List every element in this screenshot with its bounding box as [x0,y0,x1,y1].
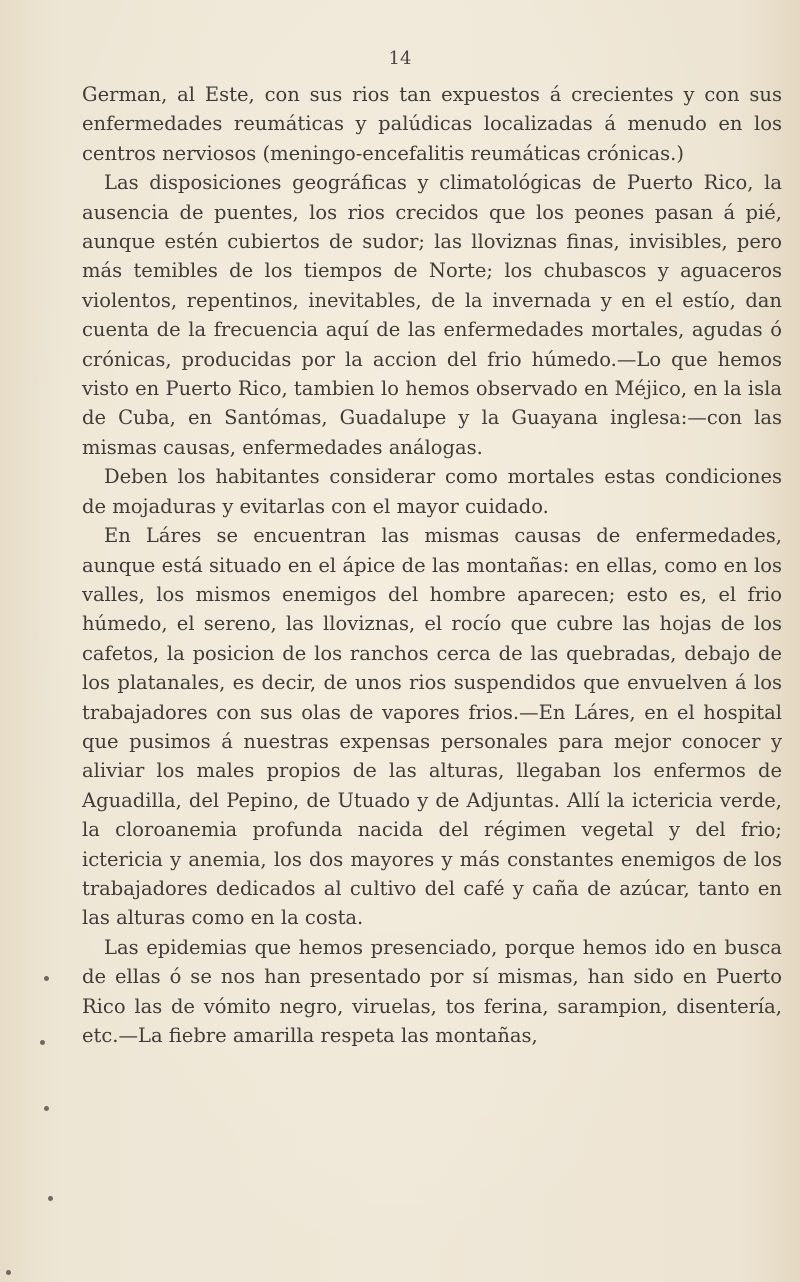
ink-speck [40,1040,45,1045]
body-text [82,80,782,1050]
paragraph-3: Deben los habitantes considerar como mortales estas condiciones de mojaduras y evitarlas con el mayor cuidado. [82,465,782,518]
ink-speck [44,1106,49,1111]
paragraph-4: En Láres se encuentran las mismas causas de enfermedades, aunque está situado en el ápice de las montañas: en ellas, como en los valles, los mismos enemigos del hombre aparecen; esto es, el frio húmedo, el sereno, las lloviznas, el rocío que cubre las hojas de los cafetos, la posicion de los ranchos cerca de las quebradas, debajo de los platanales, es decir, de unos rios suspendidos que envuelven á los trabajadores con sus olas de vapores frios.—En Láres, en el hospital que pusimos á nuestras expensas personales para mejor conocer y aliviar los males propios de las alturas, llegaban los enfermos de Aguadilla, del Pepino, de Utuado y de Adjuntas. Allí la ictericia verde, la cloroanemia profunda nacida del régimen vegetal y del frio; ictericia y anemia, los dos mayores y más constantes enemigos de los trabajadores dedicados al cultivo del café y caña de azúcar, tanto en las alturas como en la costa. [82,524,782,930]
ink-speck [48,1196,53,1201]
page-number: 14 [388,48,412,69]
ink-speck [44,976,49,981]
paragraph-1: German, al Este, con sus rios tan expuestos á crecientes y con sus enfermedades reumáticas y palúdicas localizadas á menudo en los centros nerviosos (meningo-encefalitis reumáticas crónicas.) [82,83,782,165]
paragraph-5: Las epidemias que hemos presenciado, porque hemos ido en busca de ellas ó se nos han presentado por sí mismas, han sido en Puerto Rico las de vómito negro, viruelas, tos ferina, sarampion, disentería, etc.—La fiebre amarilla respeta las montañas, [82,935,782,1047]
ink-speck [6,1270,11,1275]
paragraph-2: Las disposiciones geográficas y climatológicas de Puerto Rico, la ausencia de puentes, los rios crecidos que los peones pasan á pié, aunque estén cubiertos de sudor; las lloviznas finas, invisibles, pero más temibles de los tiempos de Norte; los chubascos y aguaceros violentos, repentinos, inevitables, de la invernada y en el estío, dan cuenta de la frecuencia aquí de las enfermedades mortales, agudas ó crónicas, producidas por la accion del frio húmedo.—Lo que hemos visto en Puerto Rico, tambien lo hemos observado en Méjico, en la isla de Cuba, en Santómas, Guadalupe y la Guayana inglesa:—con las mismas causas, enfermedades análogas. [82,171,782,459]
